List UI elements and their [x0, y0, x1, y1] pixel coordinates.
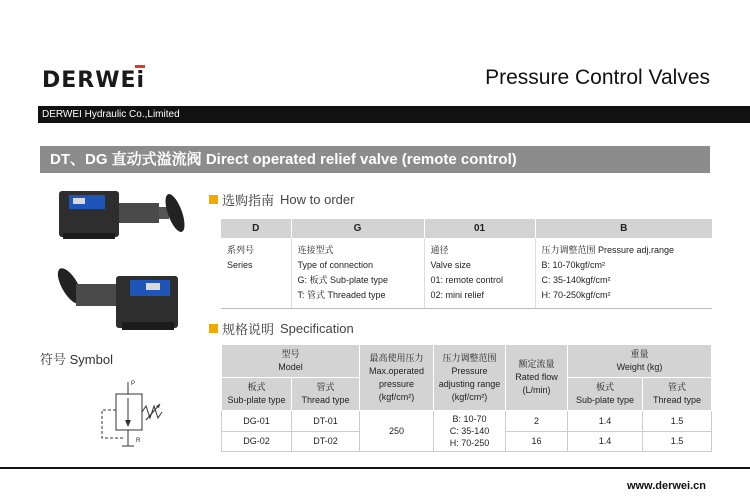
spec-header-weight: 重量 Weight (kg) [568, 345, 712, 378]
logo-accent-mark [135, 65, 145, 68]
order-cell-pressure: 压力调整范围 Pressure adj.range B: 10-70kgf/cm² C: 35-140kgf/cm² H: 70-250kgf/cm² [535, 238, 712, 309]
derwei-logo: DERWEi [42, 68, 145, 93]
valve-photo-top [55, 185, 195, 245]
port-p-label: P [131, 381, 136, 387]
port-r-label: R [136, 438, 141, 444]
symbol-label: 符号 Symbol [40, 352, 113, 367]
order-cell-series: 系列号 Series [221, 238, 291, 309]
order-col-header: 01 [424, 219, 535, 238]
order-table [221, 219, 712, 309]
order-col-header: G [291, 219, 424, 238]
company-bar: DERWEI Hydraulic Co.,Limited [38, 106, 750, 123]
specification-heading: 规格说明 Specification [209, 319, 354, 338]
order-cell-size: 通径 Valve size 01: remote control 02: mini relief [424, 238, 535, 309]
spec-table [221, 344, 712, 452]
table-row: DG-02 DT-02 16 1.4 1.5 [222, 431, 712, 452]
max-pressure-value: 250 [360, 411, 434, 452]
spec-subheader-weight-thread: 管式 Thread type [643, 378, 712, 411]
valve-photo-bottom [50, 262, 190, 334]
order-col-header: B [535, 219, 712, 238]
spec-subheader-subplate: 板式 Sub-plate type [222, 378, 292, 411]
spec-subheader-weight-subplate: 板式 Sub-plate type [568, 378, 643, 411]
order-col-header: D [221, 219, 291, 238]
spec-subheader-thread: 管式 Thread type [292, 378, 360, 411]
table-row: DG-01 DT-01 250 B: 10-70 C: 35-140 H: 70-250 2 1.4 1.5 [222, 411, 712, 432]
spec-header-adj-range: 压力调整范围 Pressure adjusting range (kgf/cm²) [434, 345, 506, 411]
bullet-square-icon [209, 324, 218, 333]
section-title: DT、DG 直动式溢流阀 Direct operated relief valve (remote control) [40, 146, 710, 173]
how-to-order-heading: 选购指南 How to order [209, 190, 354, 209]
spec-header-max-pressure: 最高使用压力 Max.operated pressure (kgf/cm²) [360, 345, 434, 411]
bullet-square-icon [209, 195, 218, 204]
spec-header-model: 型号 Model [222, 345, 360, 378]
footer-url: www.derwei.cn [626, 480, 706, 492]
order-cell-connection: 连接型式 Type of connection G: 板式 Sub-plate type T: 管式 Threaded type [291, 238, 424, 309]
relief-valve-symbol-icon [96, 380, 166, 455]
adj-range-value: B: 10-70 C: 35-140 H: 70-250 [434, 411, 506, 452]
footer-divider [0, 467, 750, 469]
spec-header-rated-flow: 额定流量 Rated flow (L/min) [506, 345, 568, 411]
page-title: Pressure Control Valves [485, 66, 710, 89]
